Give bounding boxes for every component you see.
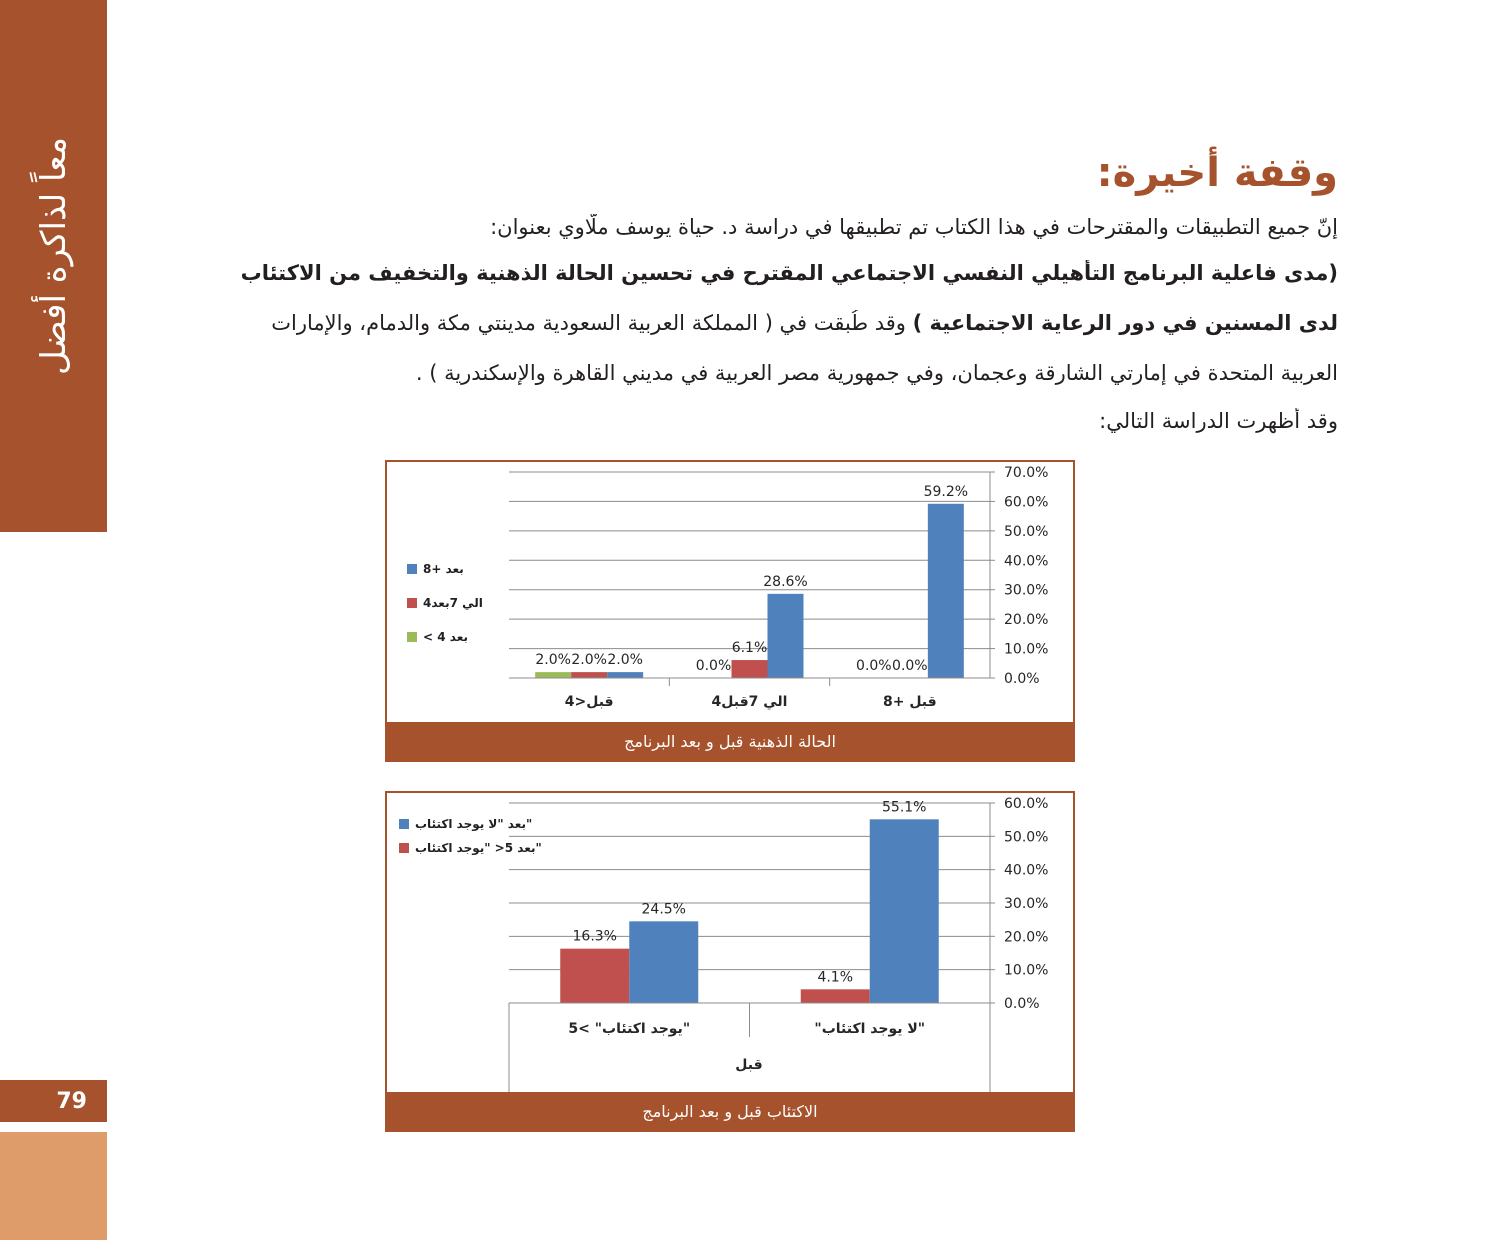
page-number: 79 <box>0 1080 107 1122</box>
legend-item-after-4-7 <box>407 594 483 612</box>
paragraph-line-3-rest: وقد طُبقت في ( المملكة العربية السعودية مدينتي مكة والدمام، والإمارات <box>271 311 913 335</box>
paragraph-line-2: (مدى فاعلية البرنامج التأهيلي النفسي الاجتماعي المقترح في تحسين الحالة الذهنية والتخفيف من الاكتئاب <box>240 261 1338 285</box>
bar <box>732 660 768 678</box>
y-tick-label: 40.0% <box>1004 553 1049 570</box>
bar-value-label: 28.6% <box>763 573 808 590</box>
legend-item-after-lt4 <box>407 628 483 646</box>
legend-item-after-8plus <box>407 560 483 578</box>
bar <box>571 672 607 678</box>
y-tick-label: 60.0% <box>1004 494 1049 511</box>
paragraph-line-1: إنّ جميع التطبيقات والمقترحات في هذا الكتاب تم تطبيقها في دراسة د. حياة يوسف ملّاوي بعنوان: <box>490 215 1338 239</box>
bar-value-label: 55.1% <box>882 799 927 816</box>
legend-swatch <box>399 843 409 853</box>
chart-depression <box>385 791 1075 1132</box>
x-category-label: 4الي 7قبل <box>711 694 788 710</box>
legend-item-depression <box>399 839 542 857</box>
legend-label: 8+ بعد <box>423 562 464 576</box>
bar-value-label: 2.0% <box>535 652 571 669</box>
bar <box>870 819 939 1003</box>
chart-mental-state <box>385 460 1075 762</box>
chart-depression-caption: الاكتئاب قبل و بعد البرنامج <box>387 1092 1073 1130</box>
y-tick-label: 30.0% <box>1004 582 1049 599</box>
bar <box>629 921 698 1003</box>
legend-label: 4الي 7بعد <box>423 596 483 610</box>
y-tick-label: 50.0% <box>1004 829 1049 846</box>
y-tick-label: 20.0% <box>1004 929 1049 946</box>
section-heading: وقفة أخيرة: <box>1096 150 1338 196</box>
y-tick-label: 20.0% <box>1004 612 1049 629</box>
y-tick-label: 10.0% <box>1004 962 1049 979</box>
y-tick-label: 0.0% <box>1004 671 1040 687</box>
y-tick-label: 30.0% <box>1004 896 1049 912</box>
bar <box>560 949 629 1003</box>
bar-value-label: 2.0% <box>571 652 607 669</box>
bar-value-label: 0.0% <box>695 658 732 674</box>
x-group-label: قبل <box>735 1057 763 1073</box>
chart-mental-state-caption: الحالة الذهنية قبل و بعد البرنامج <box>387 722 1073 760</box>
bar-value-label: 59.2% <box>923 483 969 500</box>
x-category-label: "لا يوجد اكتئاب" <box>814 1021 926 1037</box>
bar <box>607 672 643 678</box>
bar <box>768 594 804 678</box>
x-category-label: 8+ قبل <box>882 694 937 710</box>
paragraph-line-4: العربية المتحدة في إمارتي الشارقة وعجمان، وفي جمهورية مصر العربية في مديني القاهرة والإسكندرية ) . <box>415 361 1338 385</box>
bar-value-label: 24.5% <box>641 901 686 918</box>
bar-value-label: 0.0% <box>856 658 892 674</box>
sidebar-title-text: معاً لذاكرة أفضل <box>33 137 74 375</box>
legend-swatch <box>407 598 417 608</box>
chart-mental-state-plot <box>387 462 1077 726</box>
paragraph-line-3-bold: لدى المسنين في دور الرعاية الاجتماعية ) <box>912 311 1338 335</box>
legend-swatch <box>407 564 417 574</box>
bar <box>801 989 870 1003</box>
legend-label: بعد 5< "يوجد اكتئاب" <box>415 841 542 855</box>
y-tick-label: 70.0% <box>1004 465 1049 481</box>
chart-depression-legend <box>399 815 542 863</box>
bar-value-label: 16.3% <box>572 928 617 945</box>
legend-item-no-depression <box>399 815 542 833</box>
bar-value-label: 2.0% <box>607 652 643 669</box>
paragraph-line-5: وقد أظهرت الدراسة التالي: <box>1099 409 1338 433</box>
y-tick-label: 50.0% <box>1004 523 1049 540</box>
legend-swatch <box>407 632 417 642</box>
sidebar-title <box>0 0 107 532</box>
bar <box>928 504 964 678</box>
y-tick-label: 0.0% <box>1004 996 1040 1012</box>
chart-mental-state-legend <box>407 560 483 662</box>
bar-value-label: 4.1% <box>817 969 854 986</box>
bar-value-label: 0.0% <box>892 658 928 674</box>
y-tick-label: 60.0% <box>1004 796 1049 812</box>
bar <box>535 672 571 678</box>
x-category-label: قبل<4 <box>564 694 614 710</box>
y-tick-label: 40.0% <box>1004 862 1049 879</box>
legend-swatch <box>399 819 409 829</box>
paragraph-line-3 <box>178 310 1338 336</box>
x-category-label: 5< "يوجد اكتئاب" <box>568 1021 691 1037</box>
y-tick-label: 10.0% <box>1004 641 1049 658</box>
legend-label: بعد "لا يوجد اكتئاب" <box>415 817 533 831</box>
legend-label: < 4 بعد <box>423 630 468 644</box>
sidebar-bottom-block <box>0 1132 107 1240</box>
bar-value-label: 6.1% <box>731 640 768 657</box>
